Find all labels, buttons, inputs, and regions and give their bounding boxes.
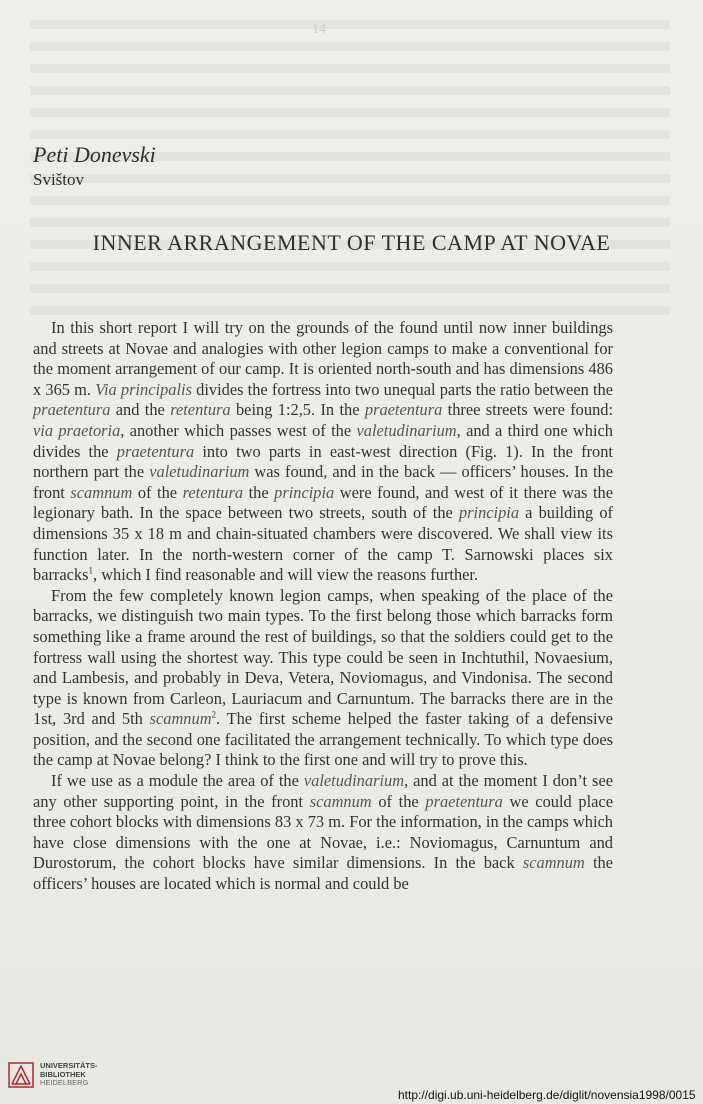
text-run: we could place three cohort blocks with dimensions 83 x 73 m. For the information, in the camps which have close dimensions with the one at Novae, i.e.: Noviomagus, Carnuntum and Durostorum, the cohort blocks have similar dimensions. In the back xyxy=(33,791,613,873)
article-body xyxy=(33,318,613,895)
text-run: , and at the moment I don’t see any other supporting point, in the front xyxy=(33,771,613,811)
text-run: the officers’ houses are located which is normal and could be xyxy=(33,853,613,894)
page-number: 14 xyxy=(312,22,326,37)
latin-term: scamnum xyxy=(309,791,372,811)
library-name-line3: HEIDELBERG xyxy=(40,1078,89,1088)
text-run: were found, and west of it there was the legionary bath. In the space between two streets, south of the xyxy=(33,482,613,523)
paragraph xyxy=(33,318,613,586)
latin-term: scamnum xyxy=(70,482,133,502)
text-run: three streets were found: xyxy=(442,400,614,420)
latin-term: principia xyxy=(274,482,335,502)
text-run: and the xyxy=(110,400,171,420)
latin-term: scamnum xyxy=(149,709,212,729)
latin-term: retentura xyxy=(170,400,231,420)
text-run: , which I find reasonable and will view the reasons further. xyxy=(93,565,479,585)
library-logo[interactable] xyxy=(8,1062,98,1088)
text-run: the xyxy=(243,482,275,502)
source-url[interactable]: http://digi.ub.uni-heidelberg.de/diglit/novensia1998/0015 xyxy=(398,1088,696,1102)
latin-term: via praetoria xyxy=(33,420,121,440)
text-run: If we use as a module the area of the xyxy=(51,771,304,791)
footnote-ref[interactable]: 2 xyxy=(211,709,217,720)
bleed-through-text xyxy=(30,20,670,320)
text-run: In this short report I will try on the grounds of the found until now inner buildings and streets at Novae and analogies with other legion camps to make a conventional for the moment arrangement of our camp. It is oriented north-south and has dimensions 486 x 365 m. xyxy=(33,318,613,399)
library-seal-icon xyxy=(8,1062,34,1088)
latin-term: praetentura xyxy=(116,441,195,461)
text-run: , another which passes west of the xyxy=(120,420,357,440)
paragraph xyxy=(33,771,613,895)
latin-term: Via principalis xyxy=(95,379,192,399)
text-run: divides the fortress into two unequal parts the ratio between the xyxy=(191,379,614,399)
paragraph xyxy=(33,586,613,771)
library-name-line2: BIBLIOTHEK xyxy=(40,1069,86,1079)
latin-term: valetudinarium xyxy=(356,420,457,440)
article-title: INNER ARRANGEMENT OF THE CAMP AT NOVAE xyxy=(92,230,611,255)
author-affiliation: Svištov xyxy=(33,170,85,189)
text-run: , and a third one which divides the xyxy=(33,420,613,461)
text-run: a building of dimensions 35 x 18 m and chain-situated chambers were discovered. We shall view its function later. In the north-western corner of the camp T. Sarnowski places six barracks xyxy=(33,503,613,585)
latin-term: valetudinarium xyxy=(303,771,405,791)
text-run: being 1:2,5. In the xyxy=(230,400,365,420)
text-run: was found, and in the back — officers’ houses. In the front xyxy=(33,462,614,502)
author-name: Peti Donevski xyxy=(33,142,156,167)
latin-term: retentura xyxy=(182,482,244,502)
latin-term: valetudinarium xyxy=(149,462,250,482)
text-run: . The first scheme helped the faster taking of a defensive position, and the second one facilitated the arrangement technically. To which type does the camp at Novae belong? I think to the first one and will try to prove this. xyxy=(33,709,614,770)
text-run: of the xyxy=(371,791,426,811)
library-name-line1: UNIVERSITÄTS- xyxy=(40,1061,98,1071)
latin-term: scamnum xyxy=(522,853,585,873)
library-name xyxy=(40,1062,98,1088)
text-run: into two parts in east-west direction (Fig. 1). In the front northern part the xyxy=(33,441,613,482)
latin-term: praetentura xyxy=(425,791,503,811)
latin-term: praetentura xyxy=(364,400,443,420)
latin-term: praetentura xyxy=(33,400,111,420)
footnote-ref[interactable]: 1 xyxy=(88,565,94,576)
text-run: From the few completely known legion camps, when speaking of the place of the barracks, we distinguish two main types. To the first belong those which barracks form something like a frame around the rest of buildings, so that the soldiers could get to the fortress wall using the shortest way. This type could be seen in Inchtuthil, Novaesium, and Lambesis, and probably in Deva, Vetera, Noviomagus, and Vindonisa. The second type is known from Carleon, Lauriacum and Carnuntum. The barracks there are in the 1st, 3rd and 5th xyxy=(33,585,613,729)
latin-term: principia xyxy=(458,503,520,523)
text-run: of the xyxy=(132,482,183,502)
